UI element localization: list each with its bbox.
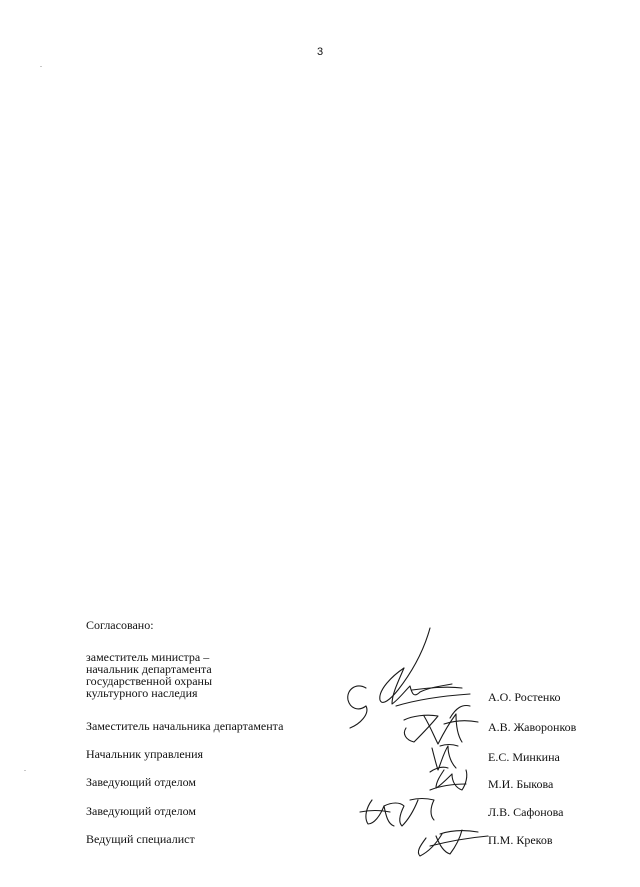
signature-zhavoronkov xyxy=(404,706,478,745)
signatory-1-name: А.О. Ростенко xyxy=(488,690,561,704)
signatory-2-name: А.В. Жаворонков xyxy=(488,720,577,734)
scan-speck xyxy=(40,66,42,67)
signatory-6-name: П.М. Креков xyxy=(488,833,553,847)
signatory-6-role: Ведущий специалист xyxy=(86,832,195,846)
signatory-5-role: Заведующий отделом xyxy=(86,804,196,818)
signature-minkina xyxy=(430,745,458,773)
signatory-4-name: М.И. Быкова xyxy=(488,777,554,791)
signatory-5-name: Л.В. Сафонова xyxy=(488,805,564,819)
signatory-3-role: Начальник управления xyxy=(86,747,204,761)
signatory-4-role: Заведующий отделом xyxy=(86,775,196,789)
approval-heading: Согласовано: xyxy=(86,618,154,632)
scan-speck xyxy=(24,770,26,771)
signatory-3-name: Е.С. Минкина xyxy=(488,750,560,764)
signatory-1-role-line-4: культурного наследия xyxy=(86,686,198,700)
signatory-1-role-line-2: начальник департамента xyxy=(86,662,212,676)
signature-bykova xyxy=(430,770,467,790)
signature-safonova xyxy=(360,799,434,827)
signatory-1-role-line-3: государственной охраны xyxy=(86,674,213,688)
page-number: 3 xyxy=(316,46,324,58)
signature-krekov xyxy=(418,830,488,856)
signature-rostenko xyxy=(348,628,470,728)
signatory-2-role: Заместитель начальника департамента xyxy=(86,719,284,733)
signatory-1-role-line-1: заместитель министра – xyxy=(86,650,210,664)
